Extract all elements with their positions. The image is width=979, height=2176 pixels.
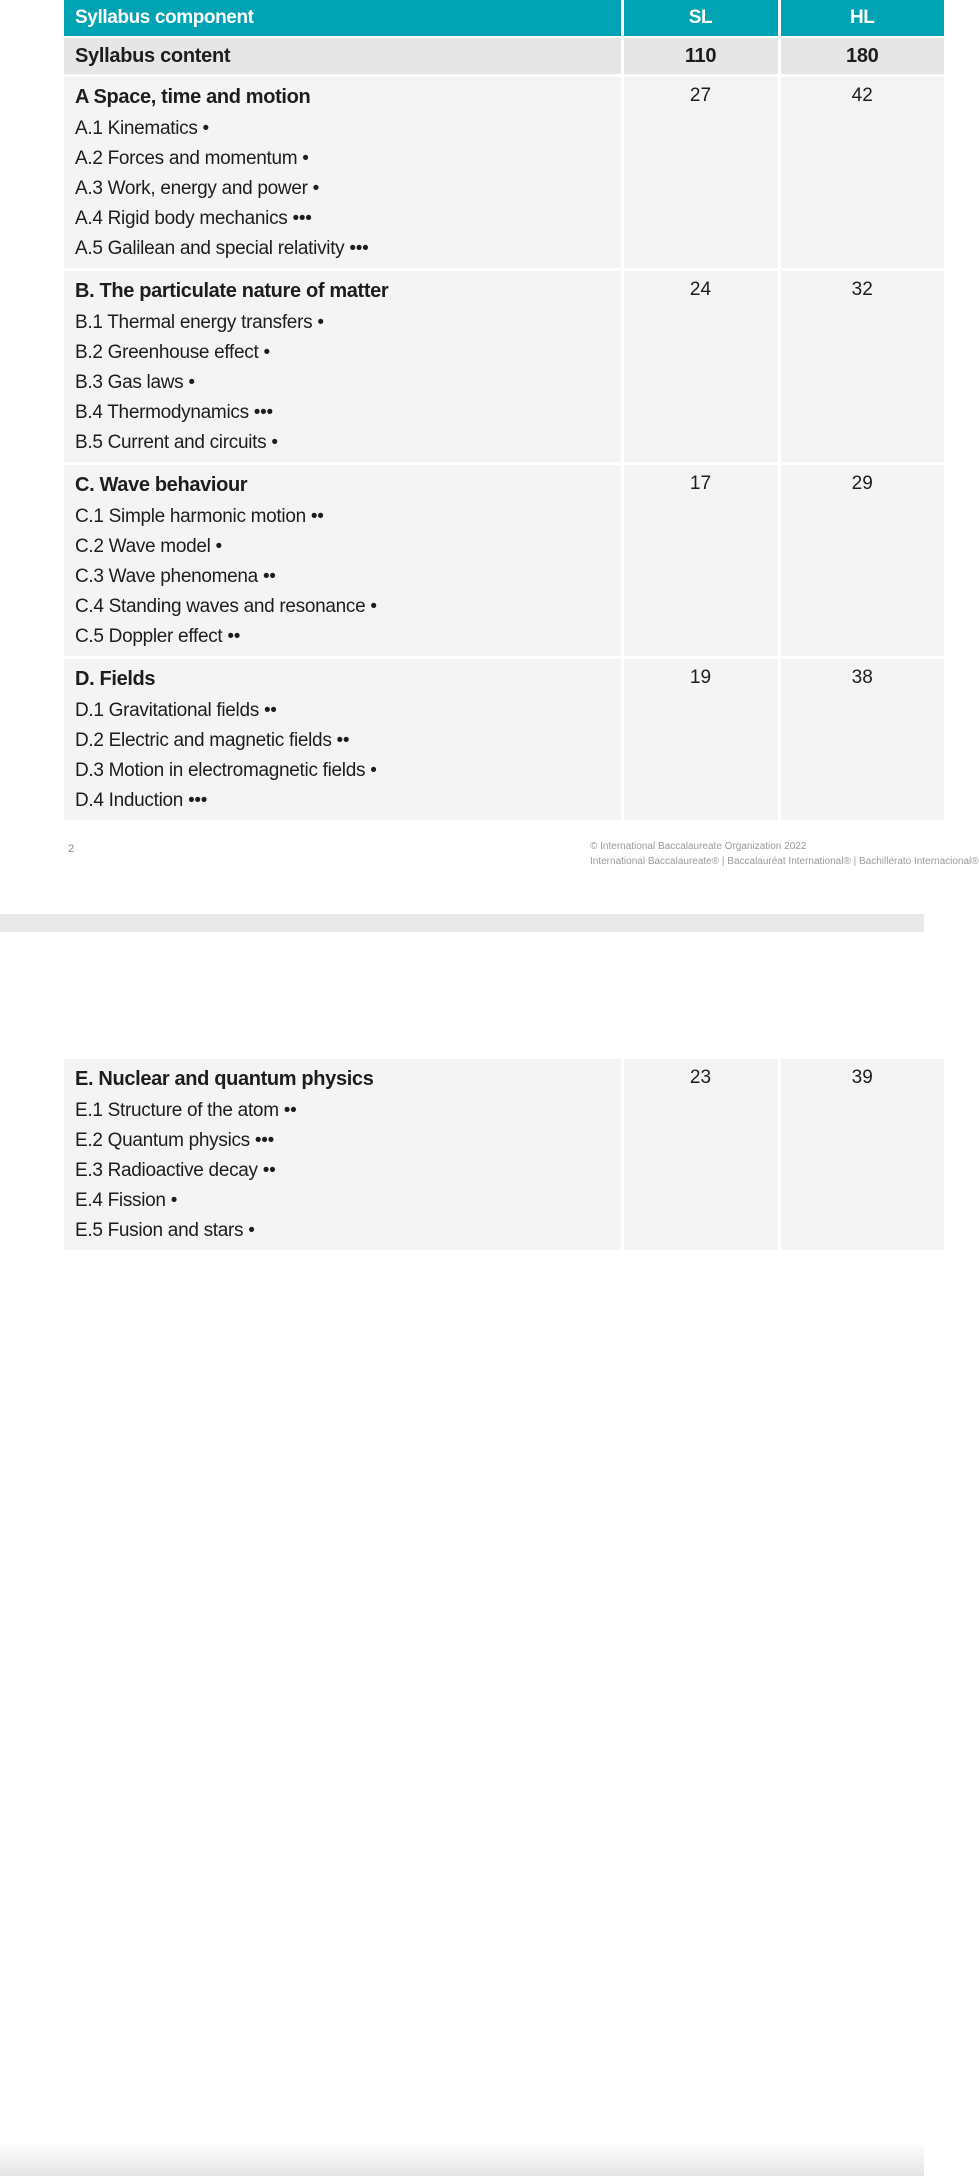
section-topics-cell	[64, 464, 622, 658]
section-title: A Space, time and motion	[75, 86, 311, 108]
level-marker: •••	[254, 1130, 274, 1151]
subtopic-label: C.3 Wave phenomena	[75, 566, 258, 587]
subtopic-label: C.5 Doppler effect	[75, 626, 223, 647]
level-marker: •••	[292, 208, 312, 229]
level-marker: •••	[349, 238, 369, 259]
subtopic-item	[75, 756, 621, 786]
section-hl-hours: 42	[779, 76, 944, 270]
subtopic-label: C.1 Simple harmonic motion	[75, 506, 306, 527]
subtopic-item	[75, 428, 621, 458]
subtopic-label: D.3 Motion in electromagnetic fields	[75, 760, 366, 781]
level-marker: •	[370, 760, 377, 781]
subtopic-label: D.1 Gravitational fields	[75, 700, 259, 721]
section-title: E. Nuclear and quantum physics	[75, 1068, 374, 1090]
section-sl-hours: 19	[622, 658, 779, 821]
section-topics-cell	[64, 76, 622, 270]
page-number: 2	[68, 843, 75, 855]
subtopic-item	[75, 1186, 621, 1216]
section-topics-cell	[64, 658, 622, 821]
level-marker: ••	[336, 730, 350, 751]
subtopic-label: E.2 Quantum physics	[75, 1130, 250, 1151]
level-marker: ••	[310, 506, 324, 527]
header-syllabus-component: Syllabus component	[64, 0, 622, 37]
syllabus-table-continued	[64, 1056, 944, 1250]
section-title: C. Wave behaviour	[75, 474, 248, 496]
level-marker: •	[263, 342, 270, 363]
section-sl-hours: 24	[622, 270, 779, 464]
level-marker: •••	[188, 790, 208, 811]
subtopic-label: E.5 Fusion and stars	[75, 1220, 244, 1241]
section-hl-hours: 29	[779, 464, 944, 658]
subtopic-item	[75, 368, 621, 398]
document-page-1	[0, 0, 979, 914]
level-marker: •	[188, 372, 195, 393]
subtopic-item	[75, 234, 621, 264]
syllabus-content-total-row	[64, 37, 944, 76]
section-row	[64, 464, 944, 658]
subtopic-label: A.5 Galilean and special relativity	[75, 238, 345, 259]
section-row	[64, 270, 944, 464]
level-marker: ••	[227, 626, 241, 647]
level-marker: •	[317, 312, 324, 333]
subtopic-item	[75, 502, 621, 532]
section-row	[64, 658, 944, 821]
subtopic-item	[75, 532, 621, 562]
subtopic-label: A.2 Forces and momentum	[75, 148, 298, 169]
copyright-line: © International Baccalaureate Organization 2022	[590, 841, 807, 852]
level-marker: •	[170, 1190, 178, 1211]
total-hl-hours: 180	[779, 37, 944, 76]
level-marker: ••	[262, 1160, 276, 1181]
subtopic-label: C.4 Standing waves and resonance	[75, 596, 366, 617]
subtopic-item	[75, 1126, 621, 1156]
level-marker: •	[370, 596, 377, 617]
subtopic-item	[75, 696, 621, 726]
subtopic-label: D.2 Electric and magnetic fields	[75, 730, 332, 751]
subtopic-item	[75, 338, 621, 368]
page-separator	[0, 914, 924, 932]
section-topics-cell	[64, 270, 622, 464]
subtopic-item	[75, 592, 621, 622]
footer-copyright	[590, 839, 979, 869]
subtopic-label: A.4 Rigid body mechanics	[75, 208, 288, 229]
section-row	[64, 1058, 944, 1251]
subtopic-item	[75, 114, 621, 144]
total-sl-hours: 110	[622, 37, 779, 76]
subtopic-item	[75, 144, 621, 174]
total-label: Syllabus content	[64, 37, 622, 76]
level-marker: •	[271, 432, 278, 453]
level-marker: ••	[263, 700, 277, 721]
subtopic-item	[75, 308, 621, 338]
section-sl-hours: 17	[622, 464, 779, 658]
subtopic-item	[75, 622, 621, 652]
level-marker: •••	[253, 402, 273, 423]
subtopic-label: B.2 Greenhouse effect	[75, 342, 259, 363]
subtopic-item	[75, 726, 621, 756]
section-sl-hours: 23	[622, 1058, 779, 1251]
subtopic-label: C.2 Wave model	[75, 536, 211, 557]
subtopic-label: E.3 Radioactive decay	[75, 1160, 258, 1181]
subtopic-label: B.5 Current and circuits	[75, 432, 267, 453]
subtopic-label: A.3 Work, energy and power	[75, 178, 308, 199]
header-hl: HL	[779, 0, 944, 37]
section-title: D. Fields	[75, 668, 156, 690]
table-header-row	[64, 0, 944, 37]
document-page-2	[0, 932, 924, 1244]
level-marker: •	[248, 1220, 255, 1241]
section-sl-hours: 27	[622, 76, 779, 270]
section-title: B. The particulate nature of matter	[75, 280, 389, 302]
subtopic-label: B.4 Thermodynamics	[75, 402, 249, 423]
subtopic-item	[75, 562, 621, 592]
trademark-line: International Baccalaureate® | Baccalauréat International® | Bachillerato Internacional®	[590, 856, 979, 867]
scroll-fade	[0, 2142, 924, 2176]
subtopic-item	[75, 1216, 621, 1246]
subtopic-label: E.1 Structure of the atom	[75, 1100, 279, 1121]
level-marker: •	[202, 118, 209, 139]
section-hl-hours: 32	[779, 270, 944, 464]
subtopic-label: B.1 Thermal energy transfers	[75, 312, 313, 333]
subtopic-item	[75, 174, 621, 204]
level-marker: ••	[283, 1100, 297, 1121]
subtopic-item	[75, 786, 621, 816]
subtopic-item	[75, 1096, 621, 1126]
subtopic-item	[75, 204, 621, 234]
subtopic-label: B.3 Gas laws	[75, 372, 184, 393]
subtopic-label: E.4 Fission	[75, 1190, 166, 1211]
level-marker: •	[302, 148, 309, 169]
section-row	[64, 76, 944, 270]
section-hl-hours: 39	[779, 1058, 944, 1251]
level-marker: •	[312, 178, 320, 199]
level-marker: ••	[262, 566, 276, 587]
section-topics-cell	[64, 1058, 622, 1251]
level-marker: •	[215, 536, 222, 557]
subtopic-item	[75, 398, 621, 428]
header-sl: SL	[622, 0, 779, 37]
subtopic-label: D.4 Induction	[75, 790, 184, 811]
subtopic-item	[75, 1156, 621, 1186]
syllabus-table	[64, 0, 944, 820]
section-hl-hours: 38	[779, 658, 944, 821]
subtopic-label: A.1 Kinematics	[75, 118, 198, 139]
